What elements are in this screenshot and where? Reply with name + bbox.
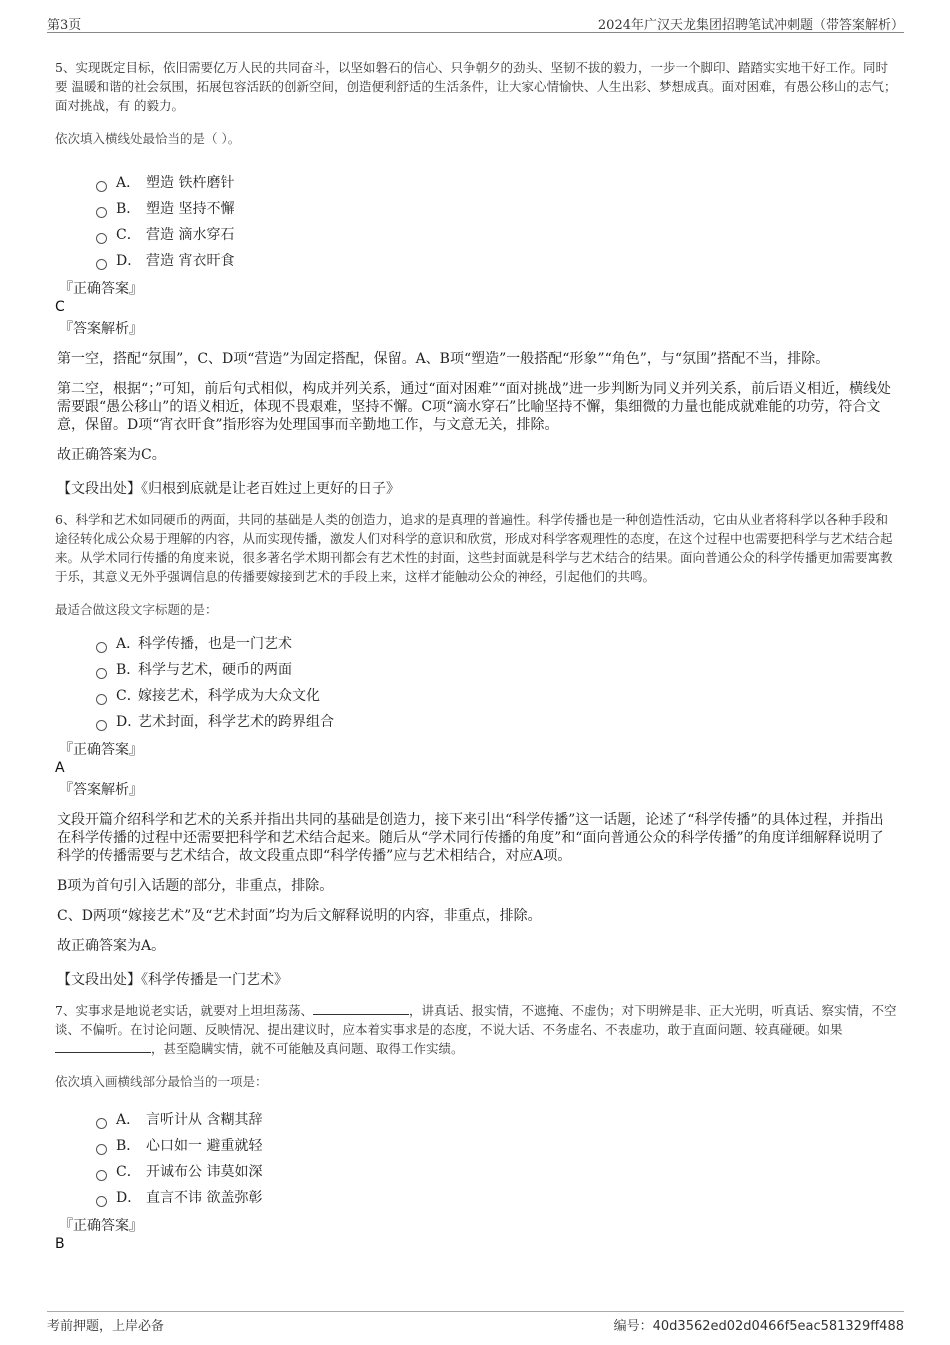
options-list <box>55 631 897 735</box>
option-c[interactable] <box>96 222 897 248</box>
option-text: 塑造 铁杵磨针 <box>146 175 235 191</box>
question-text <box>55 1001 897 1058</box>
page-number: 第3页 <box>47 18 82 33</box>
question-6 <box>55 510 897 989</box>
content <box>55 58 897 1257</box>
options-list <box>55 1107 897 1211</box>
option-text: 直言不讳 欲盖弥彰 <box>146 1190 263 1206</box>
radio-icon[interactable] <box>96 259 107 270</box>
option-letter: C． <box>116 227 141 243</box>
document-title: 2024年广汉天龙集团招聘笔试冲刺题（带答案解析） <box>597 18 904 33</box>
option-letter: D． <box>116 714 142 730</box>
radio-icon[interactable] <box>96 1170 107 1181</box>
answer-label: 『正确答案』 <box>59 281 143 297</box>
analysis-paragraph: 故正确答案为C。 <box>57 447 166 463</box>
question-text: 5、实现既定目标，依旧需要亿万人民的共同奋斗，以坚如磐石的信心、只争朝夕的劲头、坚韧不拔的毅力，一步一个脚印、踏踏实实地干好工作。同时要 温暖和谐的社会氛围，拓展包容活跃的创新空间，创造便利舒适的生活条件，让大家心情愉快、人生出彩、梦想成真。面对困难，有愚公移山的志气；面对挑战，有 的毅力。 <box>55 60 897 113</box>
radio-icon[interactable] <box>96 207 107 218</box>
option-text: 心口如一 避重就轻 <box>146 1138 263 1154</box>
answer-value: A <box>55 760 65 776</box>
option-letter: B． <box>116 1138 141 1154</box>
answer-value: C <box>55 299 65 315</box>
option-c[interactable] <box>96 1159 897 1185</box>
analysis-body <box>55 350 897 498</box>
fill-blank-2 <box>55 1040 151 1053</box>
fill-blank-1 <box>313 1002 409 1015</box>
option-a[interactable] <box>96 170 897 196</box>
analysis-paragraph: B项为首句引入话题的部分，非重点，排除。 <box>57 878 334 894</box>
option-text: 营造 宵衣旰食 <box>146 253 235 269</box>
radio-icon[interactable] <box>96 233 107 244</box>
option-d[interactable] <box>96 248 897 274</box>
radio-icon[interactable] <box>96 181 107 192</box>
question-text-part: 7、实事求是地说老实话，就要对上坦坦荡荡、 <box>55 1003 313 1018</box>
question-5 <box>55 58 897 498</box>
page-header <box>47 10 904 33</box>
option-text: 塑造 坚持不懈 <box>146 201 235 217</box>
option-letter: A． <box>116 175 141 191</box>
radio-icon[interactable] <box>96 1144 107 1155</box>
question-prompt: 最适合做这段文字标题的是： <box>55 602 218 617</box>
option-text: 开诚布公 讳莫如深 <box>146 1164 263 1180</box>
option-text: 言听计从 含糊其辞 <box>146 1112 263 1128</box>
option-text: 艺术封面，科学艺术的跨界组合 <box>138 714 334 730</box>
analysis-label: 『答案解析』 <box>59 782 143 798</box>
option-text: 科学传播，也是一门艺术 <box>138 636 292 652</box>
analysis-label: 『答案解析』 <box>59 321 143 337</box>
option-d[interactable] <box>96 709 897 735</box>
answer-label: 『正确答案』 <box>59 1218 143 1234</box>
option-letter: C． <box>116 688 141 704</box>
radio-icon[interactable] <box>96 720 107 731</box>
option-letter: D． <box>116 1190 142 1206</box>
option-letter: B． <box>116 201 141 217</box>
page-footer <box>47 1311 904 1336</box>
analysis-body <box>55 811 897 989</box>
source-citation: 【文段出处】《归根到底就是让老百姓过上更好的日子》 <box>57 481 400 497</box>
question-7 <box>55 1001 897 1253</box>
option-letter: B． <box>116 662 141 678</box>
option-letter: D． <box>116 253 142 269</box>
radio-icon[interactable] <box>96 642 107 653</box>
option-d[interactable] <box>96 1185 897 1211</box>
option-letter: C． <box>116 1164 141 1180</box>
options-list <box>55 170 897 274</box>
answer-label: 『正确答案』 <box>59 742 143 758</box>
analysis-paragraph: 文段开篇介绍科学和艺术的关系并指出共同的基础是创造力，接下来引出“科学传播”这一话题，论述了“科学传播”的具体过程，并指出在科学传播的过程中还需要把科学和艺术结合起来。随后从“学术同行传播的角度”和“面向普通公众的科学传播”的角度详细解释说明了科学的传播需要与艺术结合，故文段重点即“科学传播”应与艺术相结合，对应A项。 <box>57 812 884 864</box>
analysis-paragraph: 故正确答案为A。 <box>57 938 166 954</box>
footer-slogan: 考前押题，上岸必备 <box>47 1319 165 1334</box>
analysis-paragraph: 第一空，搭配“氛围”，C、D项“营造”为固定搭配，保留。A、B项“塑造”一般搭配“形象”“角色”，与“氛围”搭配不当，排除。 <box>57 351 830 367</box>
option-b[interactable] <box>96 1133 897 1159</box>
question-text-part: ，讲真话、报实情，不遮掩、不虚伪；对下明辨是非、正大光明，听真话、察实情，不空谈、不偏听。在讨论问题、反映情况、提出建议时，应本着实事求是的态度，不说大话、不务虚名、不表虚功，敢于直面问题、较真碰硬。如果 <box>55 1003 897 1037</box>
option-text: 嫁接艺术，科学成为大众文化 <box>138 688 320 704</box>
analysis-paragraph: C、D两项“嫁接艺术”及“艺术封面”均为后文解释说明的内容，非重点，排除。 <box>57 908 542 924</box>
option-letter: A． <box>116 636 141 652</box>
option-text: 营造 滴水穿石 <box>146 227 235 243</box>
analysis-paragraph: 第二空，根据“；”可知，前后句式相似，构成并列关系，通过“面对困难”“面对挑战”进一步判断为同义并列关系，前后语义相近，横线处需要跟“愚公移山”的语义相近，体现不畏艰难，坚持不懈。C项“滴水穿石”比喻坚持不懈，集细微的力量也能成就难能的功劳，符合文意，保留。D项“宵衣旰食”指形容为处理国事而辛勤地工作，与文意无关，排除。 <box>57 381 891 433</box>
option-b[interactable] <box>96 657 897 683</box>
option-b[interactable] <box>96 196 897 222</box>
option-a[interactable] <box>96 631 897 657</box>
radio-icon[interactable] <box>96 668 107 679</box>
radio-icon[interactable] <box>96 1196 107 1207</box>
question-prompt: 依次填入横线处最恰当的是（ ）。 <box>55 131 241 146</box>
option-a[interactable] <box>96 1107 897 1133</box>
radio-icon[interactable] <box>96 1118 107 1129</box>
source-citation: 【文段出处】《科学传播是一门艺术》 <box>57 972 288 988</box>
option-letter: A． <box>116 1112 141 1128</box>
option-c[interactable] <box>96 683 897 709</box>
answer-value: B <box>55 1236 65 1252</box>
document-id: 编号：40d3562ed02d0466f5eac581329ff488 <box>613 1319 904 1334</box>
option-text: 科学与艺术，硬币的两面 <box>138 662 292 678</box>
radio-icon[interactable] <box>96 694 107 705</box>
question-prompt: 依次填入画横线部分最恰当的一项是： <box>55 1074 268 1089</box>
question-text-part: ，甚至隐瞒实情，就不可能触及真问题、取得工作实绩。 <box>151 1041 464 1056</box>
question-text: 6、科学和艺术如同硬币的两面，共同的基础是人类的创造力，追求的是真理的普遍性。科学传播也是一种创造性活动，它由从业者将科学以各种手段和途径转化成公众易于理解的内容，从而实现传播，激发人们对科学的意识和欣赏，形成对科学客观理性的态度，在这个过程中也需要把科学与艺术结合起来。从学术同行传播的角度来说，很多著名学术期刊都会有艺术性的封面，这些封面就是科学与艺术结合的结果。面向普通公众的科学传播更加需要寓教于乐，其意义无外乎强调信息的传播要嫁接到艺术的手段上来，这样才能触动公众的神经，引起他们的共鸣。 <box>55 512 893 584</box>
